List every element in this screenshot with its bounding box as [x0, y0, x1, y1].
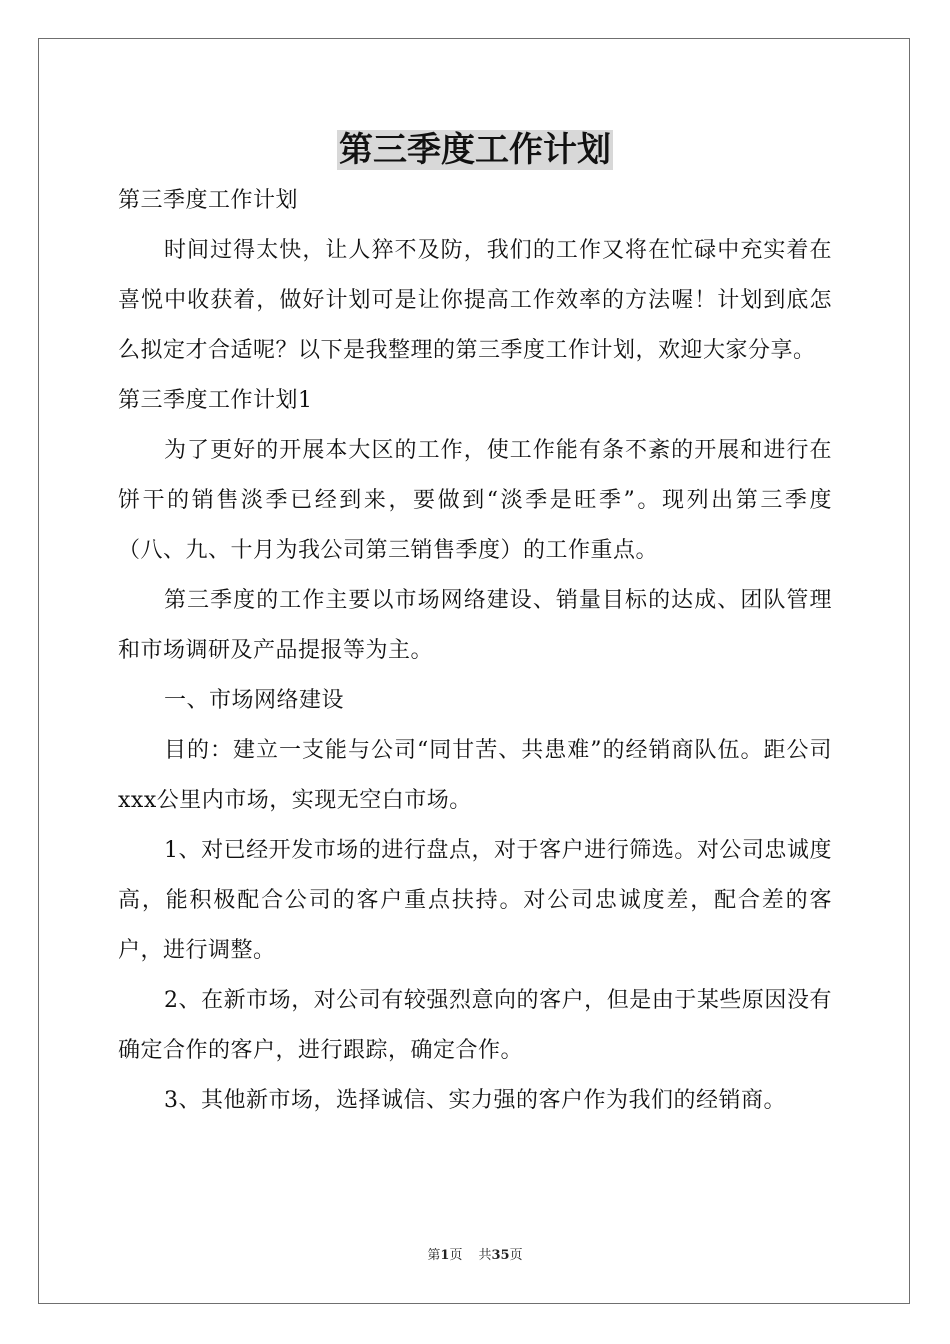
document-title [0, 126, 950, 174]
paragraph-section-heading: 第三季度工作计划1 [118, 388, 313, 413]
page-footer [0, 1246, 950, 1266]
document-title-text: 第三季度工作计划 [339, 130, 611, 170]
paragraph-item-1: 1、对已经开发市场的进行盘点，对于客户进行筛选。对公司忠诚度高，能积极配合公司的客户重点扶持。对公司忠诚度差，配合差的客户，进行调整。 [118, 838, 832, 963]
paragraph-heading-network: 一、市场网络建设 [164, 688, 345, 713]
footer-total-prefix: 共 [478, 1248, 492, 1263]
footer-page-number: 1 [440, 1248, 450, 1263]
footer-total-suffix: 页 [509, 1248, 523, 1263]
paragraph-item-2: 2、在新市场，对公司有较强烈意向的客户，但是由于某些原因没有确定合作的客户，进行跟踪，确定合作。 [118, 988, 832, 1063]
footer-page-prefix: 第 [427, 1248, 441, 1263]
document-body [118, 176, 832, 1126]
paragraph-subtitle: 第三季度工作计划 [118, 188, 299, 213]
paragraph-item-3: 3、其他新市场，选择诚信、实力强的客户作为我们的经销商。 [164, 1088, 786, 1113]
paragraph-purpose: 为了更好的开展本大区的工作，使工作能有条不紊的开展和进行在饼干的销售淡季已经到来，要做到“淡季是旺季”。现列出第三季度（八、九、十月为我公司第三销售季度）的工作重点。 [118, 438, 832, 563]
paragraph-goal: 目的：建立一支能与公司“同甘苦、共患难”的经销商队伍。距公司xxx公里内市场，实现无空白市场。 [118, 738, 832, 813]
paragraph-focus: 第三季度的工作主要以市场网络建设、销量目标的达成、团队管理和市场调研及产品提报等为主。 [118, 588, 832, 663]
footer-page-suffix: 页 [449, 1248, 463, 1263]
paragraph-intro: 时间过得太快，让人猝不及防，我们的工作又将在忙碌中充实着在喜悦中收获着，做好计划可是让你提高工作效率的方法喔！计划到底怎么拟定才合适呢？以下是我整理的第三季度工作计划，欢迎大家分享。 [118, 238, 832, 363]
footer-total-pages: 35 [491, 1248, 510, 1263]
